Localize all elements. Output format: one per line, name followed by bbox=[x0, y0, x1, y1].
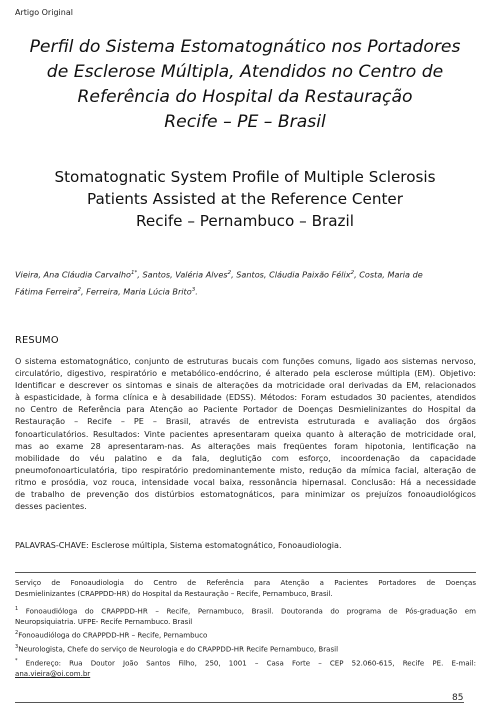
footnote-mark: 3 bbox=[15, 644, 19, 651]
footnote-line bbox=[15, 628, 476, 641]
abstract-line: ritmo e prosódia, voz rouca, intensidade vocal baixa, ressonância hipernasal. Conclusão: Há a necessidade bbox=[15, 477, 476, 487]
title-en-line: Stomatognatic System Profile of Multiple Sclerosis bbox=[54, 168, 436, 186]
footnote-line bbox=[15, 604, 476, 617]
abstract-line: no Centro de Referência para Atenção ao Paciente Portador de Doenças Desmielinizantes do Hospital da bbox=[15, 405, 476, 415]
title-pt-line: Recife – PE – Brasil bbox=[164, 112, 326, 132]
footnote-line bbox=[15, 669, 476, 679]
footnote-text: Fonoaudióloga do CRAPPDD-HR – Recife, Pernambuco bbox=[18, 630, 208, 640]
author-line bbox=[15, 283, 477, 300]
footnote-mark: * bbox=[15, 658, 18, 665]
affiliation-divider bbox=[15, 572, 476, 573]
abstract-line: desses pacientes. bbox=[15, 502, 87, 512]
author-name: , Costa, Maria de bbox=[354, 269, 423, 280]
author-name: , Santos, Valéria Alves bbox=[137, 269, 228, 280]
footnote-text: Endereço: Rua Doutor João Santos Filho, 250, 1001 – Casa Forte – CEP 52.060-615, Recife PE. E-mail: bbox=[25, 658, 476, 668]
keywords-label: PALAVRAS-CHAVE: bbox=[15, 541, 89, 550]
author-footnotes bbox=[15, 604, 476, 681]
abstract-line: de trabalho de prevenção dos distúrbios estomatognáticos, para minimizar os prejuízos fonoaudiológicos bbox=[15, 490, 476, 500]
abstract-body bbox=[15, 356, 476, 513]
title-pt-line: Referência do Hospital da Restauração bbox=[77, 87, 413, 107]
keywords-text: Esclerose múltipla, Sistema estomatognático, Fonoaudiologia. bbox=[91, 541, 342, 550]
abstract-line: pneumofonoarticulatória, tipo respiratório predominantemente misto, redução da mímica facial, alteração de bbox=[15, 465, 476, 475]
footnote bbox=[15, 642, 476, 655]
author-affiliation-mark: 1* bbox=[131, 270, 138, 276]
footnote bbox=[15, 628, 476, 641]
title-pt-line: de Esclerose Múltipla, Atendidos no Centro de bbox=[46, 62, 444, 82]
footnote-line bbox=[15, 642, 476, 655]
affiliation-line: Desmielinizantes (CRAPPDD-HR) do Hospital da Restauração – Recife, Pernambuco, Brasil. bbox=[15, 589, 333, 598]
author-line bbox=[15, 266, 477, 283]
author-name: Vieira, Ana Cláudia Carvalho bbox=[15, 269, 132, 280]
abstract-line: Restauração – Recife – PE – Brasil, através de entrevista estruturada e avaliação dos órgãos bbox=[15, 417, 476, 427]
footnote-line bbox=[15, 656, 476, 669]
article-title-english bbox=[20, 166, 470, 232]
footnote-line: Neuropsiquiatria. UFPE- Recife Pernambuco. Brasil bbox=[15, 616, 193, 626]
footnote-mark: 1 bbox=[15, 606, 19, 612]
email-link[interactable]: ana.vieira@oi.com.br bbox=[15, 668, 91, 678]
abstract-line: fonoarticulatórios. Resultados: Vinte pacientes apresentaram queixa quanto à alteração de motricidade oral, bbox=[15, 429, 476, 439]
author-name: Fátima Ferreira bbox=[15, 286, 78, 297]
abstract-line: O sistema estomatognático, conjunto de estruturas bucais com funções comuns, ligado aos sistemas nervoso, bbox=[15, 357, 476, 366]
author-affiliation-mark: 2 bbox=[350, 270, 355, 276]
author-name: , Ferreira, Maria Lúcia Brito bbox=[81, 286, 192, 297]
institution-affiliation bbox=[15, 577, 476, 599]
title-en-line: Patients Assisted at the Reference Center bbox=[87, 190, 403, 208]
author-list-end: . bbox=[195, 286, 198, 297]
author-name: , Santos, Cláudia Paixão Félix bbox=[231, 269, 351, 280]
title-en-line: Recife – Pernambuco – Brazil bbox=[136, 212, 354, 230]
footnote bbox=[15, 656, 476, 679]
abstract-line: mobilidade do véu palatino e da fala, deglutição com esforço, incoordenação da capacidade bbox=[15, 453, 476, 463]
abstract-line: mas ao exame 28 apresentaram-nas. As alterações mais freqüentes foram hipotonia, lentificação na bbox=[15, 441, 476, 451]
author-list bbox=[15, 266, 477, 299]
footnote-text: Fonoaudióloga do CRAPPDD-HR – Recife, Pernambuco, Brasil. Doutoranda do programa de Pós-graduação em bbox=[25, 606, 476, 616]
abstract-line: Identificar e descrever os sintomas e sinais de alterações da motricidade oral derivadas da EM, relacionados bbox=[15, 381, 476, 391]
section-label: Artigo Original bbox=[15, 8, 73, 17]
footnote bbox=[15, 604, 476, 627]
article-title-portuguese bbox=[20, 35, 470, 135]
footnote-text: Neurologista, Chefe do serviço de Neurologia e do CRAPPDD-HR Recife Pernambuco, Brasil bbox=[18, 644, 339, 654]
abstract-line: circulatório, digestivo, respiratório e metabólico-endócrino, é alterado pela esclerose múltipla (EM). Objetivo: bbox=[15, 369, 476, 379]
keywords bbox=[15, 541, 342, 550]
abstract-line: à espasticidade, à forma clínica e à desabilidade (EDSS). Métodos: Foram estudados 30 pacientes, atendidos bbox=[15, 393, 476, 403]
affiliation-line: Serviço de Fonoaudiologia do Centro de Referência para Atenção a Pacientes Portadores de Doenças bbox=[15, 578, 476, 587]
footer-rule bbox=[15, 702, 464, 703]
abstract-heading: RESUMO bbox=[15, 335, 59, 346]
author-affiliation-mark: 3 bbox=[191, 286, 196, 293]
author-affiliation-mark: 2 bbox=[227, 270, 232, 276]
footnote-mark: 2 bbox=[15, 630, 19, 637]
page-number: 85 bbox=[452, 693, 464, 703]
title-pt-line: Perfil do Sistema Estomatognático nos Portadores bbox=[29, 37, 461, 57]
author-affiliation-mark: 2 bbox=[77, 286, 82, 293]
